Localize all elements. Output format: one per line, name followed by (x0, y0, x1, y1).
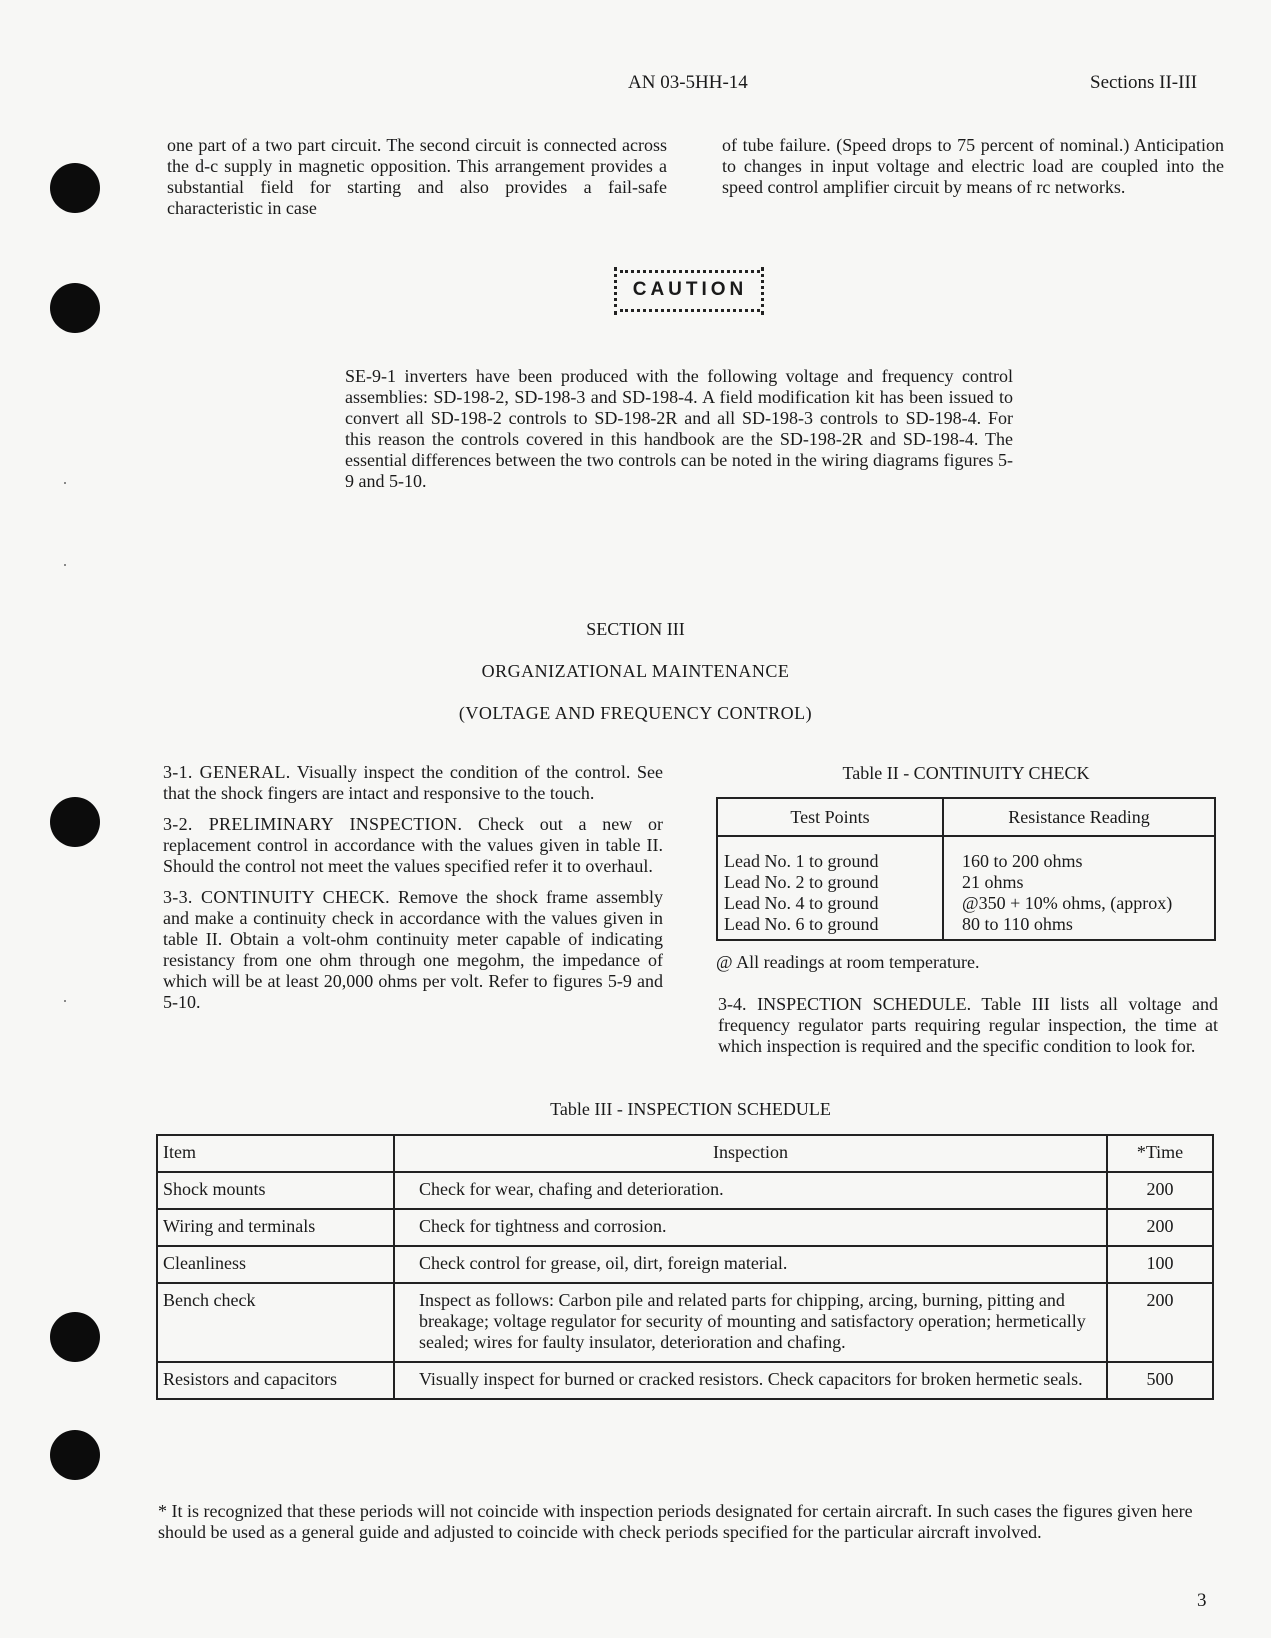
footnote: * It is recognized that these periods will not coincide with inspection periods designated for certain aircraft. In such cases the figures given here should be used as a general guide and adjusted to coincide with check periods specified for the particular aircraft involved. (158, 1501, 1193, 1542)
resistance-reading: @350 + 10% ohms, (approx) (943, 893, 1215, 914)
binder-hole (50, 283, 100, 333)
table-header: Resistance Reading (943, 798, 1215, 836)
table-row (717, 893, 1215, 914)
table-row (717, 914, 1215, 940)
table-header: Item (157, 1135, 394, 1172)
section-range: Sections II-III (1090, 72, 1198, 93)
time-cell: 200 (1107, 1283, 1213, 1362)
inspection-cell: Check control for grease, oil, dirt, foreign material. (394, 1246, 1107, 1283)
doc-number: AN 03-5HH-14 (628, 72, 748, 93)
resistance-reading: 160 to 200 ohms (943, 836, 1215, 872)
table-ii-title: Table II - CONTINUITY CHECK (842, 763, 1090, 783)
scan-speck (64, 1000, 66, 1002)
section-title: ORGANIZATIONAL MAINTENANCE (481, 661, 790, 681)
test-point: Lead No. 1 to ground (717, 836, 943, 872)
resistance-reading: 80 to 110 ohms (943, 914, 1215, 940)
test-point: Lead No. 2 to ground (717, 872, 943, 893)
caution-text: SE-9-1 inverters have been produced with the following voltage and frequency control assemblies: SD-198-2, SD-198-3 and SD-198-4. A field modification kit has been issued to convert all SD-198-2 controls to SD-198-2R and all SD-198-3 controls to SD-198-4. For this reason the controls covered in this handbook are the SD-198-2R and SD-198-4. The essential differences between the two controls can be noted in the wiring diagrams figures 5-9 and 5-10. (345, 366, 1013, 491)
table-ii-note: @ All readings at room temperature. (716, 952, 980, 972)
left-column (163, 762, 663, 1023)
section-subtitle: (VOLTAGE AND FREQUENCY CONTROL) (458, 703, 813, 723)
intro-left-paragraph: one part of a two part circuit. The second circuit is connected across the d-c supply in magnetic opposition. This arrangement provides a substantial field for starting and also provides a fail-safe characteristic in case (167, 135, 667, 218)
table-header: Inspection (394, 1135, 1107, 1172)
scan-speck (64, 482, 66, 484)
table-row (717, 836, 1215, 872)
binder-hole (50, 1430, 100, 1480)
inspection-schedule-table (156, 1134, 1214, 1400)
item-cell: Shock mounts (157, 1172, 394, 1209)
paragraph-3-2 (163, 814, 663, 877)
binder-hole (50, 1312, 100, 1362)
table-row (157, 1283, 1213, 1362)
paragraph-text: Visually inspect the condition of the control. See that the shock fingers are intact and responsive to the touch. (163, 762, 663, 803)
inspection-cell: Check for wear, chafing and deterioration. (394, 1172, 1107, 1209)
item-cell: Cleanliness (157, 1246, 394, 1283)
item-cell: Resistors and capacitors (157, 1362, 394, 1399)
paragraph-3-3 (163, 887, 663, 1013)
time-cell: 100 (1107, 1246, 1213, 1283)
caution-label: CAUTION (632, 279, 748, 300)
paragraph-text: Table III lists all voltage and frequency regulator parts requiring regular inspection, the time at which inspection is required and the specific condition to look for. (718, 994, 1218, 1056)
binder-hole (50, 797, 100, 847)
test-point: Lead No. 4 to ground (717, 893, 943, 914)
table-row (157, 1246, 1213, 1283)
time-cell: 200 (1107, 1209, 1213, 1246)
test-point: Lead No. 6 to ground (717, 914, 943, 940)
table-row (157, 1209, 1213, 1246)
table-header: Test Points (717, 798, 943, 836)
paragraph-text: Check out a new or replacement control in accordance with the values given in table II. Should the control not meet the values specified refer it to overhaul. (163, 814, 663, 876)
inspection-cell: Check for tightness and corrosion. (394, 1209, 1107, 1246)
paragraph-lead: 3-4. INSPECTION SCHEDULE. (718, 994, 972, 1014)
caution-banner (614, 262, 766, 320)
table-row (157, 1172, 1213, 1209)
item-cell: Bench check (157, 1283, 394, 1362)
intro-right-paragraph: of tube failure. (Speed drops to 75 percent of nominal.) Anticipation to changes in input voltage and electric load are coupled into the speed control amplifier circuit by means of rc networks. (722, 135, 1224, 197)
time-cell: 500 (1107, 1362, 1213, 1399)
resistance-reading: 21 ohms (943, 872, 1215, 893)
paragraph-3-1 (163, 762, 663, 804)
continuity-check-table (716, 797, 1216, 941)
inspection-cell: Inspect as follows: Carbon pile and related parts for chipping, arcing, burning, pitting and breakage; voltage regulator for security of mounting and satisfactory operation; hermetically sealed; wires for faulty insulator, deterioration and chafing. (394, 1283, 1107, 1362)
paragraph-text: Remove the shock frame assembly and make a continuity check in accordance with the values given in table II. Obtain a volt-ohm continuity meter capable of indicating resistancy from one ohm through one megohm, the impedance of which will be at least 20,000 ohms per volt. Refer to figures 5-9 and 5-10. (163, 887, 663, 1012)
inspection-cell: Visually inspect for burned or cracked resistors. Check capacitors for broken hermetic seals. (394, 1362, 1107, 1399)
item-cell: Wiring and terminals (157, 1209, 394, 1246)
table-row (157, 1362, 1213, 1399)
table-row (717, 872, 1215, 893)
paragraph-lead: 3-3. CONTINUITY CHECK. (163, 887, 390, 907)
paragraph-lead: 3-1. GENERAL. (163, 762, 291, 782)
table-header: *Time (1107, 1135, 1213, 1172)
time-cell: 200 (1107, 1172, 1213, 1209)
scan-speck (64, 564, 66, 566)
table-iii-title: Table III - INSPECTION SCHEDULE (550, 1099, 831, 1119)
page-number: 3 (1197, 1590, 1207, 1611)
binder-hole (50, 163, 100, 213)
paragraph-lead: 3-2. PRELIMINARY INSPECTION. (163, 814, 463, 834)
section-number: SECTION III (586, 619, 685, 639)
paragraph-3-4 (718, 994, 1218, 1057)
